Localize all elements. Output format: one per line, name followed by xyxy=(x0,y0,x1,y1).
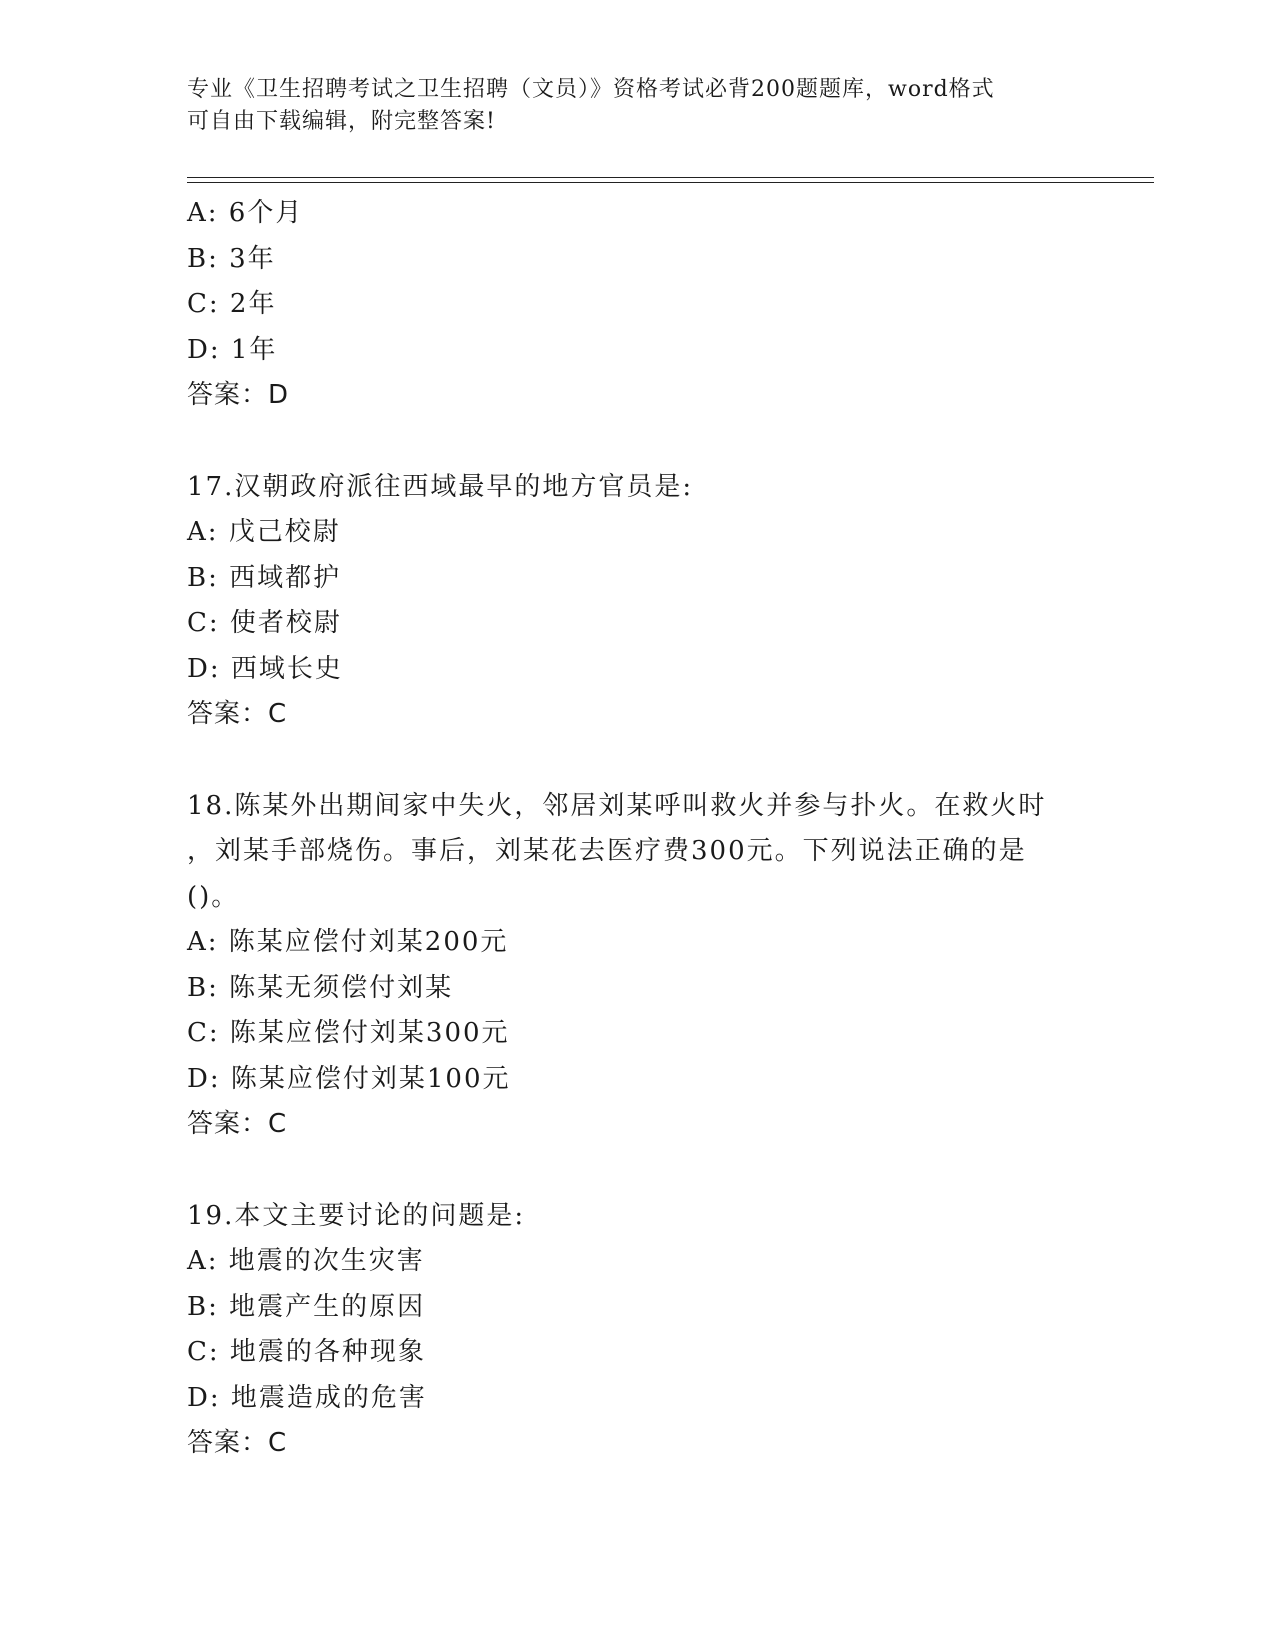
question-text-line-3: ()。 xyxy=(187,881,240,912)
header-rule-bottom xyxy=(187,182,1154,183)
option-d: D: 1年 xyxy=(187,334,278,365)
option-d: D: 地震造成的危害 xyxy=(187,1382,427,1413)
question-17 xyxy=(187,465,1087,738)
spacer xyxy=(187,1148,1087,1194)
option-a: A: 6个月 xyxy=(187,198,304,228)
header-line-1: 专业《卫生招聘考试之卫生招聘（文员）》资格考试必背200题题库，word格式 xyxy=(187,77,995,102)
question-text-line-1: 18.陈某外出期间家中失火，邻居刘某呼叫救火并参与扑火。在救火时 xyxy=(187,790,1047,821)
answer-line: 答案：C xyxy=(187,1109,288,1139)
option-c: C: 2年 xyxy=(187,289,277,319)
question-text: 19.本文主要讨论的问题是: xyxy=(187,1200,526,1231)
answer-line: 答案：C xyxy=(187,699,288,729)
question-text: 17.汉朝政府派往西域最早的地方官员是: xyxy=(187,471,694,502)
option-d: D: 陈某应偿付刘某100元 xyxy=(187,1063,511,1094)
spacer xyxy=(187,738,1087,784)
question-list xyxy=(187,191,1087,1467)
option-c: C: 陈某应偿付刘某300元 xyxy=(187,1018,510,1048)
question-18 xyxy=(187,784,1087,1148)
option-a: A: 戊己校尉 xyxy=(187,517,341,547)
answer-line: 答案：D xyxy=(187,380,290,410)
option-b: B: 西域都护 xyxy=(187,562,342,593)
question-19 xyxy=(187,1194,1087,1467)
answer-line: 答案：C xyxy=(187,1428,288,1458)
option-a: A: 地震的次生灾害 xyxy=(187,1246,425,1276)
question-text-line-2: ，刘某手部烧伤。事后，刘某花去医疗费300元。下列说法正确的是 xyxy=(187,836,1027,866)
option-c: C: 使者校尉 xyxy=(187,608,342,638)
question-16-continued xyxy=(187,191,1087,419)
spacer xyxy=(187,419,1087,465)
option-c: C: 地震的各种现象 xyxy=(187,1337,426,1367)
option-d: D: 西域长史 xyxy=(187,653,343,684)
option-b: B: 地震产生的原因 xyxy=(187,1291,426,1322)
header-line-2: 可自由下载编辑，附完整答案! xyxy=(187,109,496,134)
document-header xyxy=(187,74,1067,138)
option-a: A: 陈某应偿付刘某200元 xyxy=(187,927,509,957)
option-b: B: 3年 xyxy=(187,243,276,274)
header-rule-top xyxy=(187,177,1154,178)
option-b: B: 陈某无须偿付刘某 xyxy=(187,972,454,1003)
